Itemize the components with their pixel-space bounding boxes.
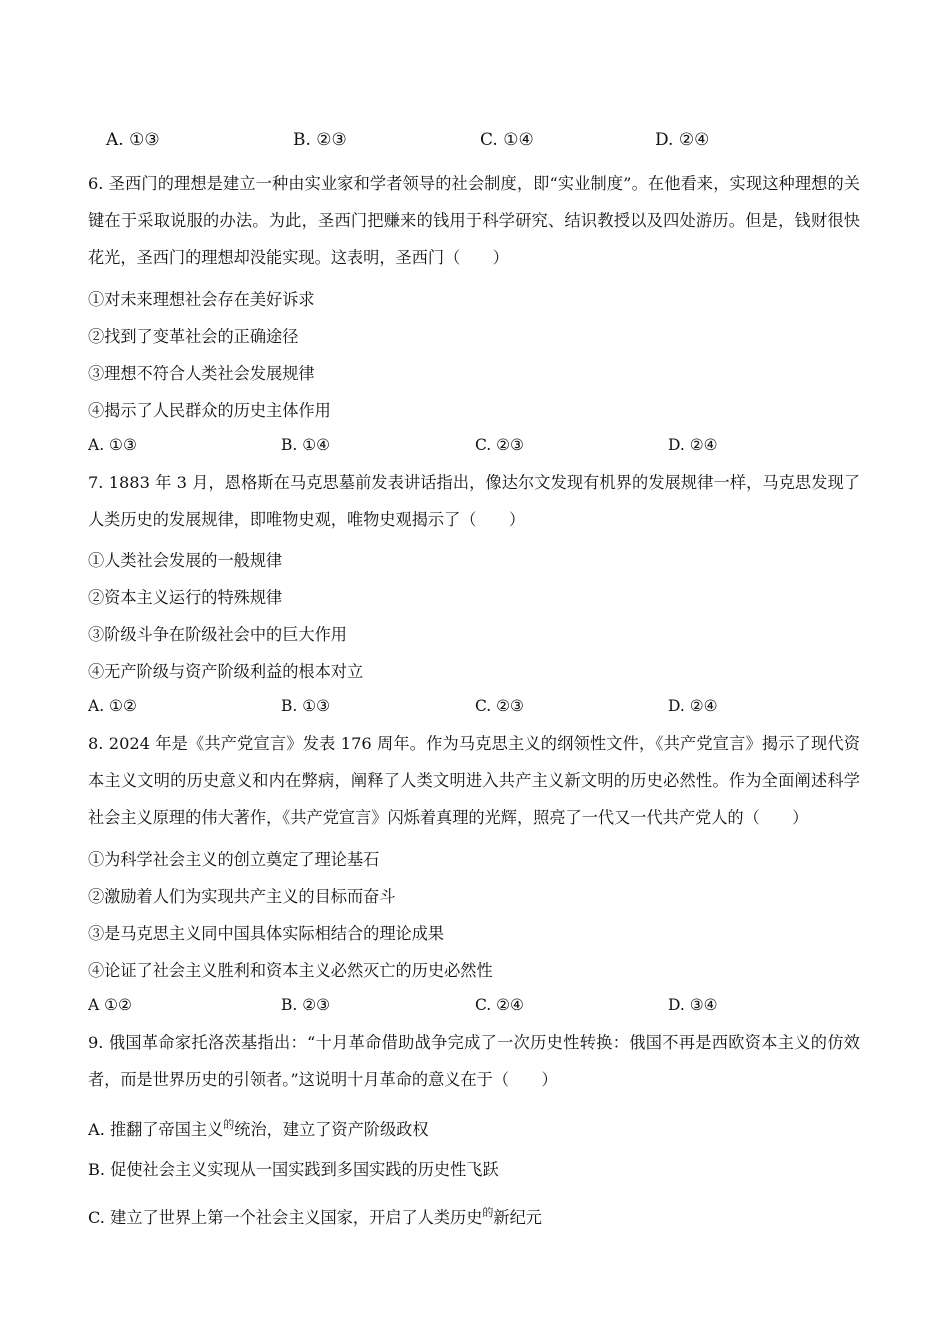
q8-option-c[interactable]: C. ②④ bbox=[475, 996, 524, 1014]
q9-option-c[interactable] bbox=[88, 1204, 542, 1228]
q9-option-a-text-2: 统治，建立了资产阶级政权 bbox=[234, 1120, 429, 1139]
q8-option-a[interactable]: A ①② bbox=[88, 996, 132, 1014]
q6-item-2: ②找到了变革社会的正确途径 bbox=[88, 327, 299, 346]
q6-option-d[interactable]: D. ②④ bbox=[668, 436, 718, 454]
q9-option-c-text-2: 新纪元 bbox=[493, 1208, 542, 1227]
q7-option-a[interactable]: A. ①② bbox=[88, 697, 137, 715]
q8-stem: 8. 2024 年是《共产党宣言》发表 176 周年。作为马克思主义的纲领性文件，《共产党宣言》揭示了现代资本主义文明的历史意义和内在弊病，阐释了人类文明进入共产主义新文明的历史必然性。作为全面阐述科学社会主义原理的伟大著作，《共产党宣言》闪烁着真理的光辉，照亮了一代又一代共产党人的（ ） bbox=[88, 734, 860, 827]
q6-option-c[interactable]: C. ②③ bbox=[475, 436, 524, 454]
q7-option-b[interactable]: B. ①③ bbox=[281, 697, 331, 715]
q8-item-2: ②激励着人们为实现共产主义的目标而奋斗 bbox=[88, 887, 396, 906]
q9-option-a-text-1: A. 推翻了帝国主义 bbox=[88, 1120, 224, 1139]
q5-options bbox=[0, 130, 950, 160]
q6-item-1: ①对未来理想社会存在美好诉求 bbox=[88, 290, 315, 309]
q7-item-1: ①人类社会发展的一般规律 bbox=[88, 551, 283, 570]
q6-option-b[interactable]: B. ①④ bbox=[281, 436, 331, 454]
q9-option-b[interactable]: B. 促使社会主义实现从一国实践到多国实践的历史性飞跃 bbox=[88, 1160, 499, 1179]
q9-option-c-text-1: C. 建立了世界上第一个社会主义国家，开启了人类历史 bbox=[88, 1208, 483, 1227]
q7-option-d[interactable]: D. ②④ bbox=[668, 697, 718, 715]
q7-stem: 7. 1883 年 3 月，恩格斯在马克思墓前发表讲话指出，像达尔文发现有机界的发展规律一样，马克思发现了人类历史的发展规律，即唯物史观，唯物史观揭示了（ ） bbox=[88, 473, 860, 529]
q8-option-b[interactable]: B. ②③ bbox=[281, 996, 331, 1014]
q6-item-4: ④揭示了人民群众的历史主体作用 bbox=[88, 401, 331, 420]
q5-option-b[interactable]: B. ②③ bbox=[293, 130, 347, 150]
q6-stem: 6. 圣西门的理想是建立一种由实业家和学者领导的社会制度，即“实业制度”。在他看来，实现这种理想的关键在于采取说服的办法。为此，圣西门把赚来的钱用于科学研究、结识教授以及四处游历。但是，钱财很快花光，圣西门的理想却没能实现。这表明，圣西门（ ） bbox=[88, 174, 860, 267]
q6-options bbox=[0, 436, 950, 466]
q5-option-a[interactable]: A. ①③ bbox=[106, 130, 160, 150]
q9-stem: 9. 俄国革命家托洛茨基指出：“十月革命借助战争完成了一次历史性转换：俄国不再是西欧资本主义的仿效者，而是世界历史的引领者。”这说明十月革命的意义在于（ ） bbox=[88, 1033, 860, 1089]
q7-item-3: ③阶级斗争在阶级社会中的巨大作用 bbox=[88, 625, 347, 644]
q7-item-4: ④无产阶级与资产阶级利益的根本对立 bbox=[88, 662, 364, 681]
q6-item-3: ③理想不符合人类社会发展规律 bbox=[88, 364, 315, 383]
q8-option-d[interactable]: D. ③④ bbox=[668, 996, 718, 1014]
q8-options bbox=[0, 996, 950, 1026]
q7-options bbox=[0, 697, 950, 727]
q6-option-a[interactable]: A. ①③ bbox=[88, 436, 137, 454]
q9-option-a[interactable] bbox=[88, 1116, 429, 1140]
q8-item-3: ③是马克思主义同中国具体实际相结合的理论成果 bbox=[88, 924, 445, 943]
q7-item-2: ②资本主义运行的特殊规律 bbox=[88, 588, 283, 607]
q5-option-d[interactable]: D. ②④ bbox=[655, 130, 710, 150]
q7-option-c[interactable]: C. ②③ bbox=[475, 697, 524, 715]
q8-item-1: ①为科学社会主义的创立奠定了理论基石 bbox=[88, 850, 380, 869]
q9-option-a-sup: 的 bbox=[223, 1118, 235, 1131]
q9-option-c-sup: 的 bbox=[482, 1206, 494, 1219]
q5-option-c[interactable]: C. ①④ bbox=[480, 130, 534, 150]
q8-item-4: ④论证了社会主义胜利和资本主义必然灭亡的历史必然性 bbox=[88, 961, 493, 980]
